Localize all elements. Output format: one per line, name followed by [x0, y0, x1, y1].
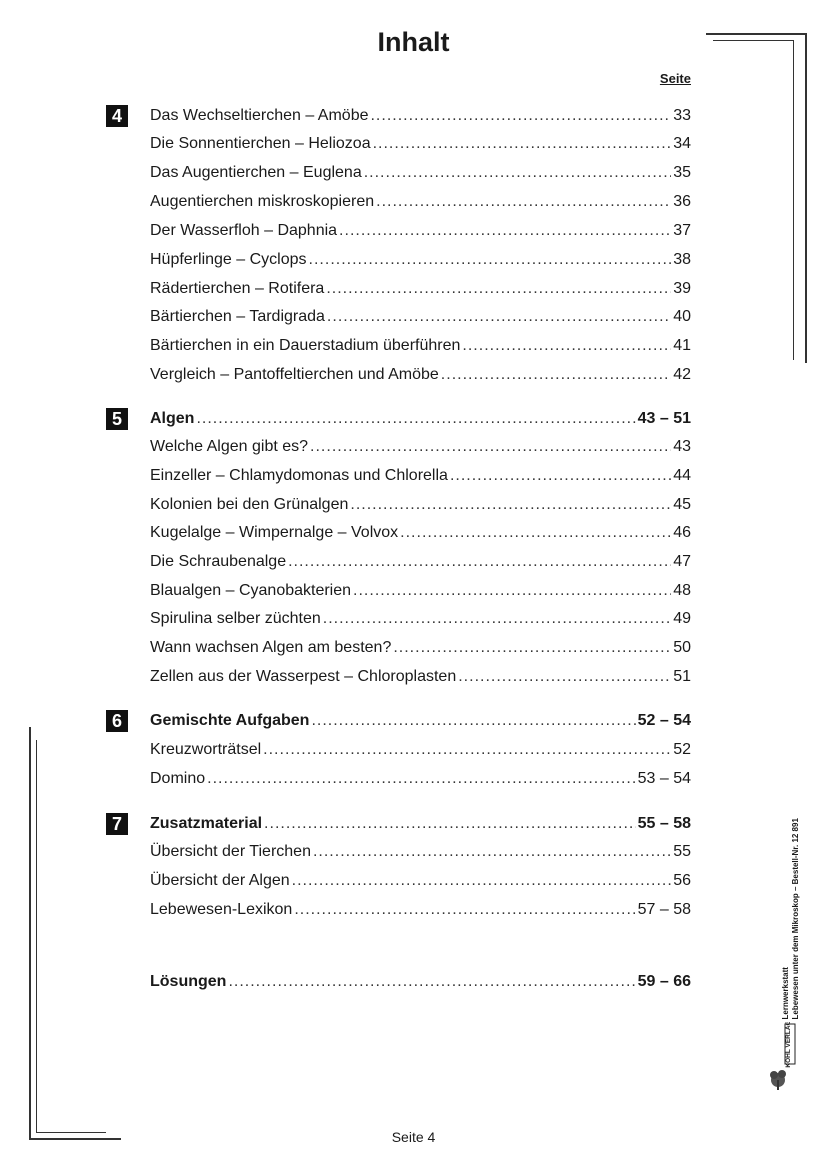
toc-entry[interactable]	[150, 495, 691, 515]
section-number-7: 7	[106, 813, 128, 835]
leader-dots	[370, 106, 671, 126]
page-footer: Seite 4	[391, 1129, 436, 1145]
entry-title: Lebewesen-Lexikon	[150, 901, 293, 918]
leader-dots	[288, 552, 671, 572]
page-column-label: Seite	[659, 71, 691, 86]
entry-title: Kreuzworträtsel	[150, 741, 262, 758]
leader-dots	[364, 163, 671, 183]
entry-title: Augentierchen miskroskopieren	[150, 193, 375, 210]
entry-page: 46	[673, 524, 691, 541]
frame-left-line-inner	[36, 740, 37, 1133]
entry-title: Einzeller – Chlamydomonas und Chlorella	[150, 467, 448, 484]
toc-entry[interactable]	[150, 134, 691, 154]
toc-entry[interactable]	[150, 307, 691, 327]
toc-section-heading[interactable]	[150, 814, 691, 834]
entry-page: 47	[673, 553, 691, 570]
entry-page: 55	[673, 843, 691, 860]
entry-title: Übersicht der Tierchen	[150, 843, 311, 860]
leader-dots	[393, 638, 671, 658]
leader-dots	[228, 972, 635, 992]
entry-title: Rädertierchen – Rotifera	[150, 280, 325, 297]
toc-entry[interactable]	[150, 740, 691, 760]
leader-dots	[294, 900, 635, 920]
toc-entry[interactable]	[150, 221, 691, 241]
leader-dots	[292, 871, 672, 891]
leader-dots	[264, 814, 636, 834]
entry-title: Der Wasserfloh – Daphnia	[150, 222, 338, 239]
leader-dots	[309, 250, 672, 270]
frame-left-line-outer	[29, 727, 31, 1140]
frame-top-line-inner	[713, 40, 793, 41]
entry-page: 42	[673, 366, 691, 383]
leader-dots	[373, 134, 672, 154]
toc-entry[interactable]	[150, 192, 691, 212]
entry-page: 48	[673, 582, 691, 599]
toc-entry[interactable]	[150, 609, 691, 629]
entry-title: Das Augentierchen – Euglena	[150, 164, 362, 181]
toc-entry[interactable]	[150, 871, 691, 891]
entry-page: 36	[673, 193, 691, 210]
leader-dots	[339, 221, 671, 241]
tree-icon	[768, 1022, 798, 1092]
section-number-6: 6	[106, 710, 128, 732]
entry-title: Die Schraubenalge	[150, 553, 287, 570]
toc-entry[interactable]	[150, 523, 691, 543]
entry-page: 40	[673, 308, 691, 325]
toc-entry[interactable]	[150, 437, 691, 457]
leader-dots	[311, 711, 635, 731]
entry-title: Bärtierchen – Tardigrada	[150, 308, 325, 325]
leader-dots	[207, 769, 635, 789]
toc-entry[interactable]	[150, 842, 691, 862]
leader-dots	[353, 581, 671, 601]
toc-entry[interactable]	[150, 581, 691, 601]
leader-dots	[323, 609, 671, 629]
entry-title: Welche Algen gibt es?	[150, 438, 309, 455]
entry-page: 39	[673, 280, 691, 297]
entry-page: 49	[673, 610, 691, 627]
leader-dots	[458, 667, 671, 687]
publisher-sidebar	[776, 795, 806, 1020]
frame-top-line-outer	[706, 33, 806, 35]
toc-entry[interactable]	[150, 552, 691, 572]
sidebar-line-2: Lebewesen unter dem Mikroskop – Bestell-Nr. 12 891	[791, 818, 800, 1020]
entry-title: Vergleich – Pantoffeltierchen und Amöbe	[150, 366, 439, 383]
entry-title: Wann wachsen Algen am besten?	[150, 639, 392, 656]
toc-entry[interactable]	[150, 769, 691, 789]
toc-entry[interactable]	[150, 667, 691, 687]
toc-entry[interactable]	[150, 900, 691, 920]
entry-page: 52	[673, 741, 691, 758]
entry-title: Das Wechseltierchen – Amöbe	[150, 107, 369, 124]
leader-dots	[196, 409, 635, 429]
entry-page: 43	[673, 438, 691, 455]
solutions-pages: 59 – 66	[637, 973, 691, 990]
section-title: Zusatzmaterial	[150, 815, 263, 832]
entry-title: Blaualgen – Cyanobakterien	[150, 582, 352, 599]
toc-entry[interactable]	[150, 466, 691, 486]
toc-entry[interactable]	[150, 638, 691, 658]
entry-page: 45	[673, 496, 691, 513]
entry-page: 33	[673, 107, 691, 124]
leader-dots	[462, 336, 671, 356]
entry-page: 53 – 54	[637, 770, 691, 787]
frame-right-line-inner	[793, 40, 794, 360]
entry-title: Domino	[150, 770, 206, 787]
publisher-logo	[768, 1022, 798, 1092]
entry-title: Kolonien bei den Grünalgen	[150, 496, 349, 513]
toc-section-heading[interactable]	[150, 409, 691, 429]
toc-entry[interactable]	[150, 336, 691, 356]
entry-page: 38	[673, 251, 691, 268]
entry-title: Zellen aus der Wasserpest – Chloroplasten	[150, 668, 457, 685]
entry-page: 51	[673, 668, 691, 685]
entry-page: 37	[673, 222, 691, 239]
section-pages: 43 – 51	[637, 410, 691, 427]
section-number-5: 5	[106, 408, 128, 430]
entry-title: Kugelalge – Wimpernalge – Volvox	[150, 524, 399, 541]
leader-dots	[327, 307, 671, 327]
entry-title: Die Sonnentierchen – Heliozoa	[150, 135, 371, 152]
frame-right-line-outer	[805, 33, 807, 363]
section-number-4: 4	[106, 105, 128, 127]
entry-title: Hüpferlinge – Cyclops	[150, 251, 307, 268]
entry-title: Spirulina selber züchten	[150, 610, 321, 627]
leader-dots	[350, 495, 671, 515]
entry-page: 44	[673, 467, 691, 484]
section-title: Gemischte Aufgaben	[150, 712, 310, 729]
solutions-title: Lösungen	[150, 973, 227, 990]
publisher-name: KOHL VERLAG	[785, 1022, 792, 1068]
leader-dots	[263, 740, 671, 760]
section-pages: 52 – 54	[637, 712, 691, 729]
entry-page: 57 – 58	[637, 901, 691, 918]
toc-entry[interactable]	[150, 365, 691, 385]
entry-title: Übersicht der Algen	[150, 872, 290, 889]
toc-entry[interactable]	[150, 279, 691, 299]
leader-dots	[376, 192, 671, 212]
entry-page: 50	[673, 639, 691, 656]
sidebar-text	[781, 795, 801, 1020]
leader-dots	[400, 523, 671, 543]
page-title: Inhalt	[377, 27, 450, 57]
toc-entry[interactable]	[150, 106, 691, 126]
sidebar-line-1: Lernwerkstatt	[781, 967, 790, 1020]
entry-page: 41	[673, 337, 691, 354]
toc-solutions[interactable]	[150, 972, 691, 992]
leader-dots	[441, 365, 671, 385]
entry-page: 56	[673, 872, 691, 889]
entry-page: 34	[673, 135, 691, 152]
leader-dots	[310, 437, 671, 457]
section-pages: 55 – 58	[637, 815, 691, 832]
section-title: Algen	[150, 410, 195, 427]
leader-dots	[313, 842, 671, 862]
entry-title: Bärtierchen in ein Dauerstadium überführen	[150, 337, 461, 354]
leader-dots	[326, 279, 671, 299]
toc-entry[interactable]	[150, 250, 691, 270]
leader-dots	[450, 466, 671, 486]
entry-page: 35	[673, 164, 691, 181]
toc-entry[interactable]	[150, 163, 691, 183]
toc-section-heading[interactable]	[150, 711, 691, 731]
